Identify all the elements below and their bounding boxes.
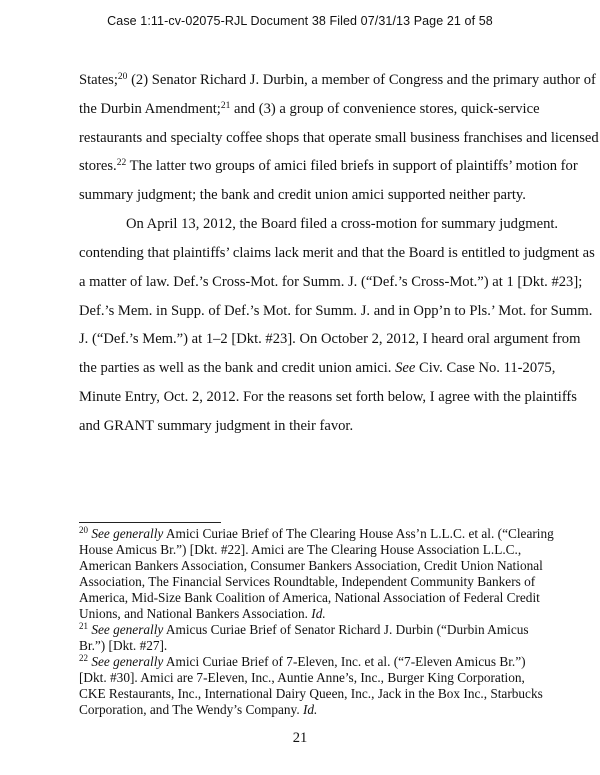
footnote-line: American Bankers Association, Consumer Bankers Association, Credit Union National bbox=[79, 558, 543, 573]
footnote-line: Association, The Financial Services Roundtable, Independent Community Bankers of bbox=[79, 574, 536, 589]
body-line: the Durbin Amendment;$^{21}$ and (3) a group of convenience stores, quick-service bbox=[79, 101, 540, 117]
footnote-separator bbox=[79, 522, 221, 523]
body-line: and GRANT summary judgment in their favor. bbox=[79, 418, 354, 434]
body-line: J. (“Def.’s Mem.”) at 1–2 [Dkt. #23]. On October 2, 2012, I heard oral argument from bbox=[79, 331, 581, 347]
footnote-ref[interactable]: 22 bbox=[116, 158, 127, 168]
body-line: Minute Entry, Oct. 2, 2012. For the reasons set forth below, I agree with the plaintiffs bbox=[79, 389, 577, 405]
footnote-line: America, Mid-Size Bank Coalition of America, National Association of Federal Credit bbox=[79, 590, 540, 605]
case-header: Case 1:11-cv-02075-RJL Document 38 Filed 07/31/13 Page 21 of 58 bbox=[107, 14, 493, 28]
footnote-line: Corporation, and The Wendy’s Company. Id. bbox=[79, 702, 318, 717]
body-line: summary judgment; the bank and credit union amici supported neither party. bbox=[79, 187, 526, 203]
body-line: the parties as well as the bank and credit union amici. See Civ. Case No. 11-2075, bbox=[79, 360, 556, 376]
body-line: stores.$^{22}$ The latter two groups of amici filed briefs in support of plaintiffs’ motion for bbox=[79, 158, 578, 174]
footnote-ref[interactable]: 20 bbox=[117, 72, 128, 82]
footnote-20: $^{20}$ See generally Amici Curiae Brief of The Clearing House Ass’n L.L.C. et al. (“Clearing bbox=[79, 525, 554, 541]
footnote-line: [Dkt. #30]. Amici are 7-Eleven, Inc., Auntie Anne’s, Inc., Burger King Corporation, bbox=[79, 670, 525, 685]
body-line: a matter of law. Def.’s Cross-Mot. for Summ. J. (“Def.’s Cross-Mot.”) at 1 [Dkt. #23]; bbox=[79, 274, 583, 290]
footnote-21: $^{21}$ See generally Amicus Curiae Brief of Senator Richard J. Durbin (“Durbin Amicus bbox=[79, 621, 529, 637]
footnote-line: CKE Restaurants, Inc., International Dairy Queen, Inc., Jack in the Box Inc., Starbucks bbox=[79, 686, 543, 701]
footnote-22: $^{22}$ See generally Amici Curiae Brief of 7-Eleven, Inc. et al. (“7-Eleven Amicus Br.”) bbox=[79, 653, 526, 669]
body-line: Def.’s Mem. in Supp. of Def.’s Mot. for Summ. J. and in Opp’n to Pls.’ Mot. for Summ. bbox=[79, 303, 593, 319]
page-number: 21 bbox=[292, 730, 308, 746]
body-line: States;$^{20}$ (2) Senator Richard J. Durbin, a member of Congress and the primary author of bbox=[79, 72, 596, 88]
paragraph-first-line: On April 13, 2012, the Board filed a cross-motion for summary judgment. bbox=[126, 216, 559, 232]
body-line: restaurants and specialty coffee shops that operate small business franchises and licensed bbox=[79, 130, 599, 146]
citation-signal: See bbox=[395, 360, 416, 376]
footnote-line: House Amicus Br.”) [Dkt. #22]. Amici are The Clearing House Association L.L.C., bbox=[79, 542, 522, 557]
footnote-line: Br.”) [Dkt. #27]. bbox=[79, 638, 168, 653]
body-line: contending that plaintiffs’ claims lack merit and that the Board is entitled to judgment as bbox=[79, 245, 595, 261]
footnote-line: Unions, and National Bankers Association. Id. bbox=[79, 606, 326, 621]
footnote-ref[interactable]: 21 bbox=[220, 101, 231, 111]
